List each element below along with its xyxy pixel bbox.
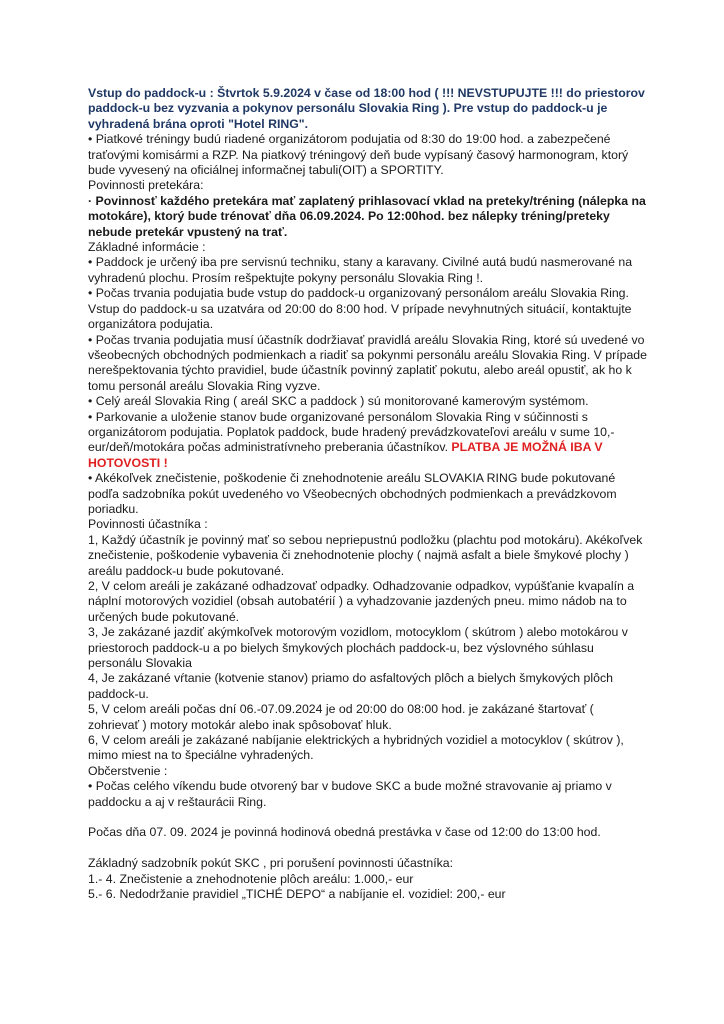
friday-training-info: • Piatkové tréningy budú riadené organizátorom podujatia od 8:30 do 19:00 hod. a zabezpečené traťovými komisármi a RZP. Na piatkový tréningový deň bude vypísaný časový harmonogram, ktorý bude vyvesený na oficiálnej informačnej tabuli(OIT) a SPORTITY. bbox=[88, 132, 629, 178]
document-body bbox=[88, 86, 648, 903]
participant-duty-item: 1, Každý účastník je povinný mať so sebou nepriepustnú podložku (plachtu pod motokáru). Akékoľvek znečistenie, poškodenie vybavenia či znehodnotenie plochy ( najmä asfalt a biele šmykové plochy ) areálu paddock-u bude pokutované. bbox=[88, 532, 643, 578]
cash-only-warning: PLATBA JE MOŽNÁ IBA V HOTOVOSTI ! bbox=[88, 440, 603, 470]
participant-duties-heading: Povinnosti účastníka : bbox=[88, 517, 208, 532]
refreshments-text: • Počas celého víkendu bude otvorený bar v budove SKC a bude možné stravovanie aj priamo v paddocku a aj v reštaurácii Ring. bbox=[88, 779, 612, 809]
refreshments-heading: Občerstvenie : bbox=[88, 763, 168, 778]
spacer bbox=[88, 841, 648, 856]
driver-duties-text: · Povinnosť každého pretekára mať zaplatený prihlasovací vklad na preteky/tréning (nálepka na motokáre), ktorý bude trénovať dňa 06.09.2024. Po 12:00hod. bez nálepky tréning/preteky nebude pretekár vpustený na trať. bbox=[88, 193, 646, 239]
fine-item: 1.- 4. Znečistenie a znehodnotenie plôch areálu: 1.000,- eur bbox=[88, 871, 414, 886]
parking-info bbox=[88, 410, 648, 472]
fines-heading: Základný sadzobník pokút SKC , pri porušení povinnosti účastníka: bbox=[88, 856, 454, 871]
basic-info-item: • Celý areál Slovakia Ring ( areál SKC a paddock ) sú monitorované kamerovým systémom. bbox=[88, 394, 589, 409]
damage-penalty-info: • Akékoľvek znečistenie, poškodenie či znehodnotenie areálu SLOVAKIA RING bude pokutované podľa sadzobníka pokút uvedeného vo Všeobecných obchodných podmienkach a prevádzkovom poriadku. bbox=[88, 471, 617, 516]
participant-duty-item: 6, V celom areáli je zakázané nabíjanie elektrických a hybridných vozidiel a motocyklov ( skútrov ), mimo miest na to špeciálne vyhradených. bbox=[88, 733, 624, 763]
participant-duty-item: 5, V celom areáli počas dní 06.-07.09.2024 je od 20:00 do 08:00 hod. je zakázané štartovať ( zohrievať ) motory motokár alebo inak spôsobovať hluk. bbox=[88, 702, 594, 732]
lunch-break-notice: Počas dňa 07. 09. 2024 je povinná hodinová obedná prestávka v čase od 12:00 do 13:00 hod. bbox=[88, 825, 601, 840]
driver-duties-heading: Povinnosti pretekára: bbox=[88, 178, 204, 193]
participant-duty-item: 4, Je zakázané vŕtanie (kotvenie stanov) priamo do asfaltových plôch a bielych šmykových plôch paddock-u. bbox=[88, 671, 613, 701]
parking-text: • Parkovanie a uloženie stanov bude organizované personálom Slovakia Ring v súčinnosti s organizátorom podujatia. Poplatok paddock, bude hradený prevádzkovateľovi areálu v sume 10,- eur/deň/motokára počas administratívneho preberania účastníkov. bbox=[88, 409, 615, 455]
basic-info-item: • Paddock je určený iba pre servisnú techniku, stany a karavany. Civilné autá budú nasmerované na vyhradenú plochu. Prosím rešpektujte pokyny personálu Slovakia Ring !. bbox=[88, 255, 633, 285]
basic-info-heading: Základné informácie : bbox=[88, 240, 206, 255]
fine-item: 5.- 6. Nedodržanie pravidiel „TICHÉ DEPO“ a nabíjanie el. vozidiel: 200,- eur bbox=[88, 887, 506, 902]
participant-duty-item: 3, Je zakázané jazdiť akýmkoľvek motorovým vozidlom, motocyklom ( skútrom ) alebo motokárou v priestoroch paddock-u a po bielych šmykových plochách paddock-u, bez výslovného súhlasu personálu Slovakia bbox=[88, 625, 628, 671]
paddock-entry-notice: Vstup do paddock-u : Štvrtok 5.9.2024 v čase od 18:00 hod ( !!! NEVSTUPUJTE !!! do priestorov paddock-u bez vyzvania a pokynov personálu Slovakia Ring ). Pre vstup do paddock-u je vyhradená brána oproti "Hotel RING". bbox=[88, 86, 645, 131]
participant-duty-item: 2, V celom areáli je zakázané odhadzovať odpadky. Odhadzovanie odpadkov, vypúšťanie kvapalín a náplní motorových vozidiel (obsah autobatérií ) a vyhadzovanie jazdených pneu. mimo nádob na to určených bude pokutované. bbox=[88, 579, 635, 624]
spacer bbox=[88, 810, 648, 825]
basic-info-item: • Počas trvania podujatia musí účastník dodržiavať pravidlá areálu Slovakia Ring, ktoré sú uvedené vo všeobecných obchodných podmienkach a riadiť sa pokynmi personálu areálu Slovakia Ring. V prípade nerešpektovania týchto pravidiel, bude účastník povinný zaplatiť pokutu, alebo areál opustiť, ak ho k tomu personál areálu Slovakia Ring vyzve. bbox=[88, 332, 647, 393]
basic-info-item: • Počas trvania podujatia bude vstup do paddock-u organizovaný personálom areálu Slovakia Ring. Vstup do paddock-u sa uzatvára od 20:00 do 8:00 hod. V prípade nevyhnutných situácií, kontaktujte organizátora podujatia. bbox=[88, 286, 632, 332]
